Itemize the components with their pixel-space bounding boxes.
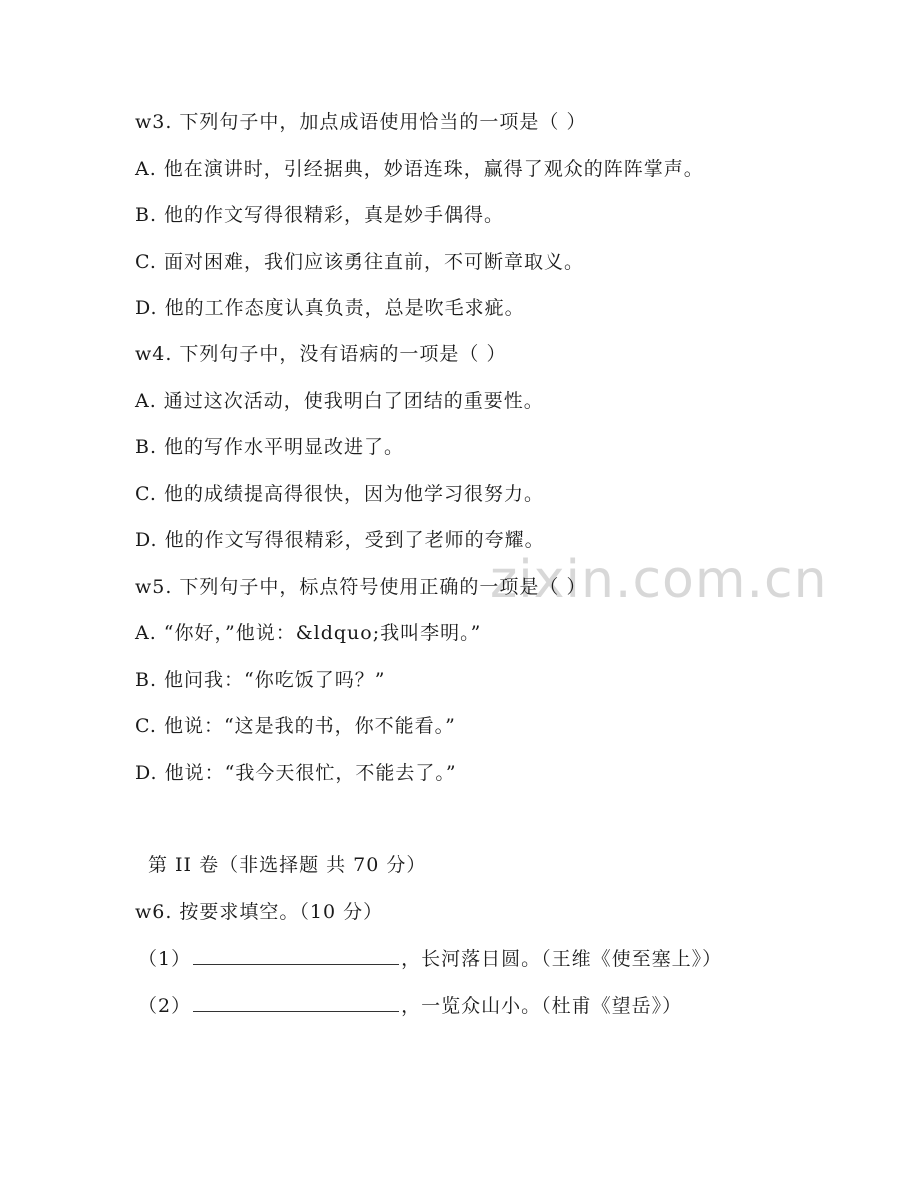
fill-blank-1-number: （1）: [138, 948, 192, 970]
fill-blank-2-input[interactable]: [193, 993, 399, 1012]
question-3-stem: w3. 下列句子中，加点成语使用恰当的一项是（ ）: [135, 111, 587, 133]
question-4-option-c: C. 他的成绩提高得很快，因为他学习很努力。: [135, 483, 544, 505]
question-5-option-a: A. “你好，”他说：&ldquo;我叫李明。”: [135, 622, 482, 644]
fill-blank-1-input[interactable]: [193, 946, 399, 965]
question-4-option-a: A. 通过这次活动，使我明白了团结的重要性。: [135, 390, 544, 412]
section-2-title: 第 II 卷（非选择题 共 70 分）: [148, 854, 427, 876]
question-5-option-c: C. 他说：“这是我的书，你不能看。”: [135, 715, 456, 737]
question-3-option-b: B. 他的作文写得很精彩，真是妙手偶得。: [135, 204, 505, 226]
fill-blank-2-number: （2）: [138, 995, 192, 1017]
question-6-stem: w6. 按要求填空。（10 分）: [135, 901, 384, 923]
question-4-stem: w4. 下列句子中，没有语病的一项是（ ）: [135, 343, 507, 365]
question-3-option-a: A. 他在演讲时，引经据典，妙语连珠，赢得了观众的阵阵掌声。: [135, 158, 704, 180]
question-5-option-b: B. 他问我：“你吃饭了吗？”: [135, 669, 386, 691]
fill-blank-row-1: [138, 946, 722, 971]
question-4-option-d: D. 他的作文写得很精彩，受到了老师的夸耀。: [135, 529, 545, 551]
question-5-option-d: D. 他说：“我今天很忙，不能去了。”: [135, 762, 457, 784]
question-3-option-d: D. 他的工作态度认真负责，总是吹毛求疵。: [135, 297, 525, 319]
question-4-option-b: B. 他的写作水平明显改进了。: [135, 436, 405, 458]
watermark: zixin.com.cn: [490, 550, 828, 610]
fill-blank-row-2: [138, 993, 682, 1018]
fill-blank-1-text: ，长河落日圆。（王维《使至塞上》）: [401, 948, 723, 970]
fill-blank-2-text: ，一览众山小。（杜甫《望岳》）: [401, 995, 683, 1017]
question-3-option-c: C. 面对困难，我们应该勇往直前，不可断章取义。: [135, 251, 584, 273]
question-5-stem: w5. 下列句子中，标点符号使用正确的一项是（ ）: [135, 576, 587, 598]
